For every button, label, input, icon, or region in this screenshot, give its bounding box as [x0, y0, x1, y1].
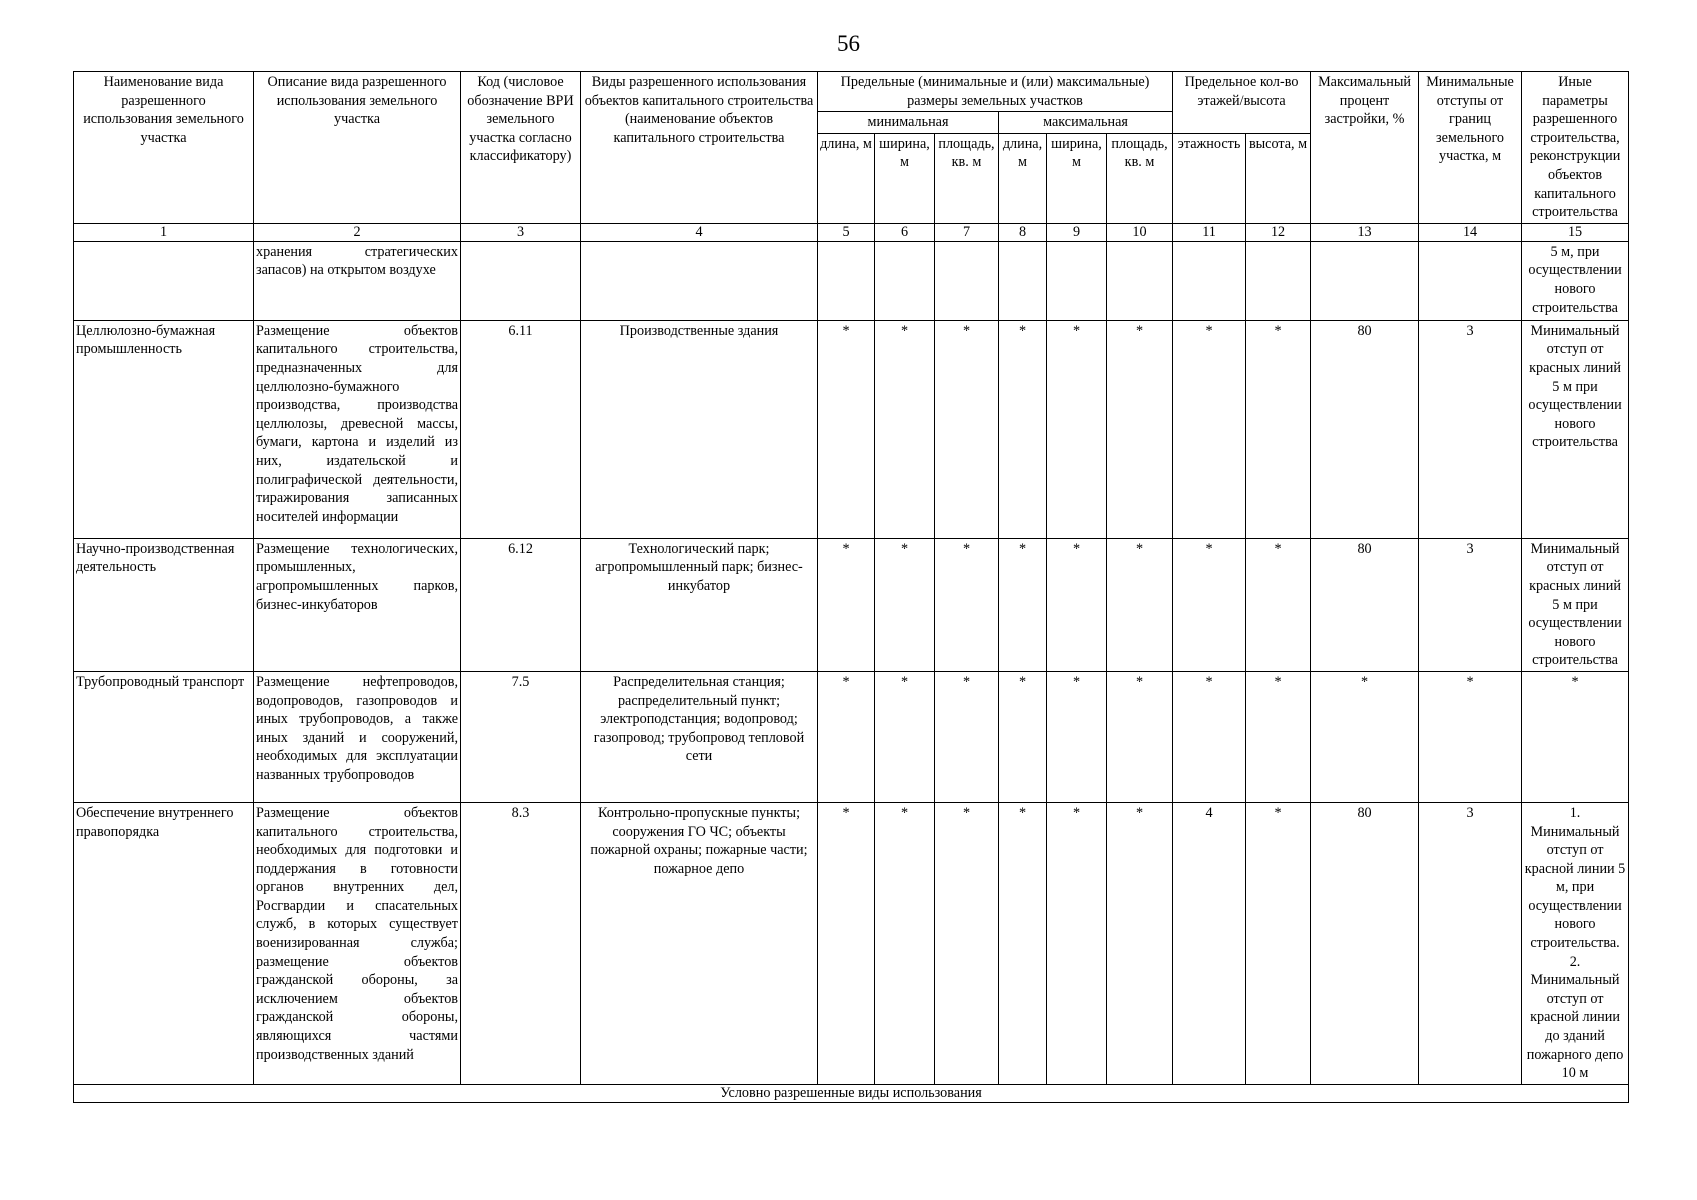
min-setback-cell: 3	[1419, 320, 1522, 538]
height-cell: *	[1246, 671, 1311, 802]
land-use-description-cell: Размещение нефтепроводов, водопроводов, газопроводов и иных трубопроводов, а также иных зданий и сооружений, необходимых для эксплуатации названных трубопроводов	[254, 671, 461, 802]
min-width-cell: *	[875, 802, 935, 1084]
max-area-cell	[1107, 241, 1173, 320]
max-length-cell: *	[999, 320, 1047, 538]
floors-cell: *	[1173, 320, 1246, 538]
max-length-cell: *	[999, 802, 1047, 1084]
header-min-length: длина, м	[818, 133, 875, 223]
land-use-name-cell: Научно-производственная деятельность	[74, 538, 254, 671]
min-width-cell	[875, 241, 935, 320]
other-parameters-cell: Минимальный отступ от красных линий 5 м при осуществлении нового строительства	[1522, 538, 1629, 671]
column-number: 4	[581, 223, 818, 241]
min-length-cell: *	[818, 671, 875, 802]
max-width-cell: *	[1047, 538, 1107, 671]
column-number: 15	[1522, 223, 1629, 241]
floors-cell: 4	[1173, 802, 1246, 1084]
conditional-uses-row	[74, 1084, 1629, 1102]
min-area-cell: *	[935, 802, 999, 1084]
other-parameters-cell: Минимальный отступ от красных линий 5 м при осуществлении нового строительства	[1522, 320, 1629, 538]
table-row	[74, 241, 1629, 320]
table-row	[74, 802, 1629, 1084]
column-number: 7	[935, 223, 999, 241]
code-cell	[461, 241, 581, 320]
max-width-cell	[1047, 241, 1107, 320]
max-area-cell: *	[1107, 538, 1173, 671]
header-minimum: минимальная	[818, 112, 999, 134]
max-width-cell: *	[1047, 802, 1107, 1084]
column-number: 10	[1107, 223, 1173, 241]
header-max-area: площадь, кв. м	[1107, 133, 1173, 223]
header-min-setbacks: Минимальные отступы от границ земельного участка, м	[1419, 72, 1522, 224]
column-number: 5	[818, 223, 875, 241]
max-area-cell: *	[1107, 320, 1173, 538]
table-row	[74, 538, 1629, 671]
table-row	[74, 671, 1629, 802]
header-land-use-description: Описание вида разрешенного использования земельного участка	[254, 72, 461, 224]
header-min-area: площадь, кв. м	[935, 133, 999, 223]
header-capital-construction-kinds: Виды разрешенного использования объектов капитального строительства (наименование объектов капитального строительства	[581, 72, 818, 224]
column-numbers-row	[74, 223, 1629, 241]
min-length-cell: *	[818, 538, 875, 671]
table-body	[74, 241, 1629, 1084]
column-number: 2	[254, 223, 461, 241]
header-max-width: ширина, м	[1047, 133, 1107, 223]
land-use-name-cell	[74, 241, 254, 320]
column-number: 1	[74, 223, 254, 241]
min-area-cell: *	[935, 320, 999, 538]
header-max-length: длина, м	[999, 133, 1047, 223]
min-width-cell: *	[875, 320, 935, 538]
header-maximum: максимальная	[999, 112, 1173, 134]
height-cell: *	[1246, 320, 1311, 538]
min-area-cell	[935, 241, 999, 320]
conditional-uses-heading: Условно разрешенные виды использования	[74, 1084, 1629, 1102]
max-building-percent-cell: 80	[1311, 538, 1419, 671]
land-use-description-cell: Размещение объектов капитального строительства, необходимых для подготовки и поддержания в готовности органов внутренних дел, Росгвардии и спасательных служб, в которых существует военизированная служба; размещение объектов гражданской обороны, за исключением объектов гражданской обороны, являющихся частями производственных зданий	[254, 802, 461, 1084]
max-area-cell: *	[1107, 802, 1173, 1084]
other-parameters-cell: *	[1522, 671, 1629, 802]
floors-cell: *	[1173, 538, 1246, 671]
min-setback-cell: 3	[1419, 538, 1522, 671]
capital-construction-kinds-cell: Распределительная станция; распределительный пункт; электроподстанция; водопровод; газопровод; трубопровод тепловой сети	[581, 671, 818, 802]
height-cell: *	[1246, 538, 1311, 671]
floors-cell	[1173, 241, 1246, 320]
min-width-cell: *	[875, 671, 935, 802]
max-building-percent-cell: 80	[1311, 802, 1419, 1084]
column-number: 6	[875, 223, 935, 241]
page-number: 56	[837, 31, 860, 56]
code-cell: 8.3	[461, 802, 581, 1084]
capital-construction-kinds-cell: Технологический парк; агропромышленный парк; бизнес-инкубатор	[581, 538, 818, 671]
land-use-description-cell: хранения стратегических запасов) на открытом воздухе	[254, 241, 461, 320]
header-floors-height: Предельное кол-во этажей/высота	[1173, 72, 1311, 134]
column-number: 12	[1246, 223, 1311, 241]
column-number: 11	[1173, 223, 1246, 241]
land-use-name-cell: Целлюлозно-бумажная промышленность	[74, 320, 254, 538]
header-min-width: ширина, м	[875, 133, 935, 223]
land-use-name-cell: Трубопроводный транспорт	[74, 671, 254, 802]
min-area-cell: *	[935, 671, 999, 802]
max-building-percent-cell: 80	[1311, 320, 1419, 538]
max-length-cell: *	[999, 538, 1047, 671]
header-code: Код (числовое обозначение ВРИ земельного участка согласно классификатору)	[461, 72, 581, 224]
max-width-cell: *	[1047, 671, 1107, 802]
column-number: 3	[461, 223, 581, 241]
capital-construction-kinds-cell: Производственные здания	[581, 320, 818, 538]
height-cell	[1246, 241, 1311, 320]
header-floors: этажность	[1173, 133, 1246, 223]
floors-cell: *	[1173, 671, 1246, 802]
max-building-percent-cell	[1311, 241, 1419, 320]
height-cell: *	[1246, 802, 1311, 1084]
land-use-description-cell: Размещение объектов капитального строительства, предназначенных для целлюлозно-бумажного производства, производства целлюлозы, древесной массы, бумаги, картона и изделий из них, издательской и полиграфической деятельности, тиражирования записанных носителей информации	[254, 320, 461, 538]
header-height: высота, м	[1246, 133, 1311, 223]
code-cell: 6.12	[461, 538, 581, 671]
other-parameters-cell: 1. Минимальный отступ от красной линии 5 м, при осуществлении нового строительства. 2. Минимальный отступ от красной линии до зданий пожарного депо 10 м	[1522, 802, 1629, 1084]
column-number: 8	[999, 223, 1047, 241]
column-number: 13	[1311, 223, 1419, 241]
min-length-cell	[818, 241, 875, 320]
code-cell: 7.5	[461, 671, 581, 802]
header-plot-size-limits: Предельные (минимальные и (или) максимальные) размеры земельных участков	[818, 72, 1173, 112]
land-use-name-cell: Обеспечение внутреннего правопорядка	[74, 802, 254, 1084]
min-width-cell: *	[875, 538, 935, 671]
code-cell: 6.11	[461, 320, 581, 538]
min-length-cell: *	[818, 802, 875, 1084]
min-setback-cell: *	[1419, 671, 1522, 802]
table-row	[74, 320, 1629, 538]
min-area-cell: *	[935, 538, 999, 671]
max-length-cell: *	[999, 671, 1047, 802]
max-length-cell	[999, 241, 1047, 320]
capital-construction-kinds-cell	[581, 241, 818, 320]
max-area-cell: *	[1107, 671, 1173, 802]
land-use-regulations-table	[73, 71, 1629, 1103]
min-setback-cell: 3	[1419, 802, 1522, 1084]
header-other-parameters: Иные параметры разрешенного строительства, реконструкции объектов капитального строительства	[1522, 72, 1629, 224]
header-land-use-name: Наименование вида разрешенного использования земельного участка	[74, 72, 254, 224]
capital-construction-kinds-cell: Контрольно-пропускные пункты; сооружения ГО ЧС; объекты пожарной охраны; пожарные части; пожарное депо	[581, 802, 818, 1084]
other-parameters-cell: 5 м, при осуществлении нового строительства	[1522, 241, 1629, 320]
min-setback-cell	[1419, 241, 1522, 320]
max-width-cell: *	[1047, 320, 1107, 538]
header-max-building-percent: Максимальный процент застройки, %	[1311, 72, 1419, 224]
land-use-description-cell: Размещение технологических, промышленных, агропромышленных парков, бизнес-инкубаторов	[254, 538, 461, 671]
min-length-cell: *	[818, 320, 875, 538]
column-number: 14	[1419, 223, 1522, 241]
max-building-percent-cell: *	[1311, 671, 1419, 802]
column-number: 9	[1047, 223, 1107, 241]
